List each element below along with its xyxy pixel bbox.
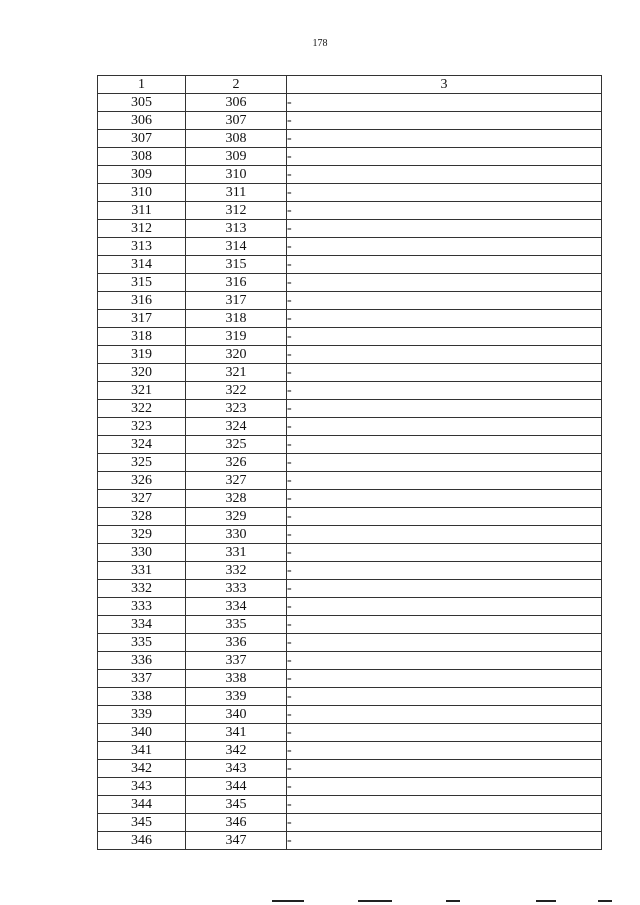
cell-col-1: 306 [98, 112, 186, 130]
column-header-2: 2 [186, 76, 287, 94]
cell-col-3: - [287, 454, 602, 472]
cell-col-2: 332 [186, 562, 287, 580]
cell-col-2: 335 [186, 616, 287, 634]
cell-col-2: 318 [186, 310, 287, 328]
cell-col-2: 314 [186, 238, 287, 256]
cell-col-2: 328 [186, 490, 287, 508]
table-body [98, 94, 602, 850]
table-row [98, 706, 602, 724]
scan-edge-marks [0, 896, 640, 905]
cell-col-3: - [287, 598, 602, 616]
cell-col-1: 329 [98, 526, 186, 544]
cell-col-1: 322 [98, 400, 186, 418]
cell-col-1: 343 [98, 778, 186, 796]
scan-mark [272, 900, 304, 902]
cell-col-3: - [287, 562, 602, 580]
cell-col-2: 316 [186, 274, 287, 292]
cell-col-2: 329 [186, 508, 287, 526]
cell-col-2: 311 [186, 184, 287, 202]
table-row [98, 220, 602, 238]
cell-col-2: 345 [186, 796, 287, 814]
table-row [98, 94, 602, 112]
cell-col-2: 330 [186, 526, 287, 544]
cell-col-3: - [287, 220, 602, 238]
cell-col-3: - [287, 256, 602, 274]
cell-col-3: - [287, 346, 602, 364]
scan-mark [446, 900, 460, 902]
cell-col-3: - [287, 670, 602, 688]
cell-col-1: 337 [98, 670, 186, 688]
column-header-1: 1 [98, 76, 186, 94]
table-row [98, 148, 602, 166]
table-row [98, 238, 602, 256]
cell-col-1: 315 [98, 274, 186, 292]
cell-col-2: 322 [186, 382, 287, 400]
cell-col-1: 327 [98, 490, 186, 508]
cell-col-2: 319 [186, 328, 287, 346]
cell-col-1: 309 [98, 166, 186, 184]
cell-col-1: 341 [98, 742, 186, 760]
cell-col-2: 346 [186, 814, 287, 832]
cell-col-3: - [287, 490, 602, 508]
cell-col-1: 333 [98, 598, 186, 616]
column-header-3: 3 [287, 76, 602, 94]
table-row [98, 184, 602, 202]
cell-col-1: 316 [98, 292, 186, 310]
cell-col-3: - [287, 472, 602, 490]
cell-col-1: 328 [98, 508, 186, 526]
cell-col-3: - [287, 184, 602, 202]
cell-col-3: - [287, 814, 602, 832]
cell-col-3: - [287, 274, 602, 292]
cell-col-2: 327 [186, 472, 287, 490]
table-row [98, 328, 602, 346]
cell-col-1: 336 [98, 652, 186, 670]
scan-mark [536, 900, 556, 902]
table-row [98, 436, 602, 454]
table-row [98, 598, 602, 616]
table-row [98, 688, 602, 706]
cell-col-2: 347 [186, 832, 287, 850]
cell-col-3: - [287, 706, 602, 724]
cell-col-3: - [287, 616, 602, 634]
cell-col-3: - [287, 634, 602, 652]
cell-col-2: 308 [186, 130, 287, 148]
scan-mark [598, 900, 612, 902]
table-row [98, 454, 602, 472]
cell-col-1: 320 [98, 364, 186, 382]
cell-col-1: 332 [98, 580, 186, 598]
table-row [98, 400, 602, 418]
cell-col-1: 325 [98, 454, 186, 472]
table-row [98, 562, 602, 580]
table-row [98, 814, 602, 832]
cell-col-3: - [287, 202, 602, 220]
cell-col-2: 342 [186, 742, 287, 760]
cell-col-3: - [287, 508, 602, 526]
cell-col-3: - [287, 652, 602, 670]
cell-col-1: 330 [98, 544, 186, 562]
table-row [98, 418, 602, 436]
cell-col-1: 307 [98, 130, 186, 148]
cell-col-1: 319 [98, 346, 186, 364]
table-row [98, 202, 602, 220]
cell-col-2: 340 [186, 706, 287, 724]
cell-col-1: 321 [98, 382, 186, 400]
cell-col-1: 344 [98, 796, 186, 814]
cell-col-1: 317 [98, 310, 186, 328]
cell-col-2: 344 [186, 778, 287, 796]
cell-col-2: 343 [186, 760, 287, 778]
table-row [98, 580, 602, 598]
cell-col-2: 309 [186, 148, 287, 166]
cell-col-1: 346 [98, 832, 186, 850]
cell-col-3: - [287, 400, 602, 418]
cell-col-3: - [287, 526, 602, 544]
cell-col-3: - [287, 778, 602, 796]
cell-col-1: 338 [98, 688, 186, 706]
cell-col-1: 318 [98, 328, 186, 346]
table-row [98, 166, 602, 184]
cell-col-3: - [287, 112, 602, 130]
cell-col-1: 345 [98, 814, 186, 832]
table-row [98, 382, 602, 400]
table-row [98, 310, 602, 328]
cell-col-1: 334 [98, 616, 186, 634]
cell-col-3: - [287, 418, 602, 436]
table-row [98, 274, 602, 292]
cell-col-3: - [287, 382, 602, 400]
cell-col-3: - [287, 580, 602, 598]
table-row [98, 364, 602, 382]
table-row [98, 346, 602, 364]
cell-col-1: 324 [98, 436, 186, 454]
cell-col-2: 331 [186, 544, 287, 562]
cell-col-3: - [287, 148, 602, 166]
cell-col-3: - [287, 742, 602, 760]
table-row [98, 292, 602, 310]
table-row [98, 130, 602, 148]
cell-col-1: 342 [98, 760, 186, 778]
cell-col-3: - [287, 310, 602, 328]
cell-col-2: 323 [186, 400, 287, 418]
cell-col-2: 307 [186, 112, 287, 130]
cell-col-2: 341 [186, 724, 287, 742]
cell-col-2: 313 [186, 220, 287, 238]
cell-col-1: 305 [98, 94, 186, 112]
cell-col-1: 326 [98, 472, 186, 490]
table-row [98, 760, 602, 778]
cell-col-1: 310 [98, 184, 186, 202]
table-row [98, 112, 602, 130]
cell-col-1: 323 [98, 418, 186, 436]
cell-col-3: - [287, 238, 602, 256]
table-row [98, 832, 602, 850]
table-row [98, 490, 602, 508]
cell-col-2: 339 [186, 688, 287, 706]
cell-col-1: 308 [98, 148, 186, 166]
cell-col-2: 324 [186, 418, 287, 436]
cell-col-1: 314 [98, 256, 186, 274]
table-row [98, 796, 602, 814]
table-row [98, 634, 602, 652]
cell-col-3: - [287, 436, 602, 454]
table-row [98, 526, 602, 544]
cell-col-1: 331 [98, 562, 186, 580]
cell-col-3: - [287, 832, 602, 850]
table-row [98, 508, 602, 526]
cell-col-3: - [287, 292, 602, 310]
scan-mark [358, 900, 392, 902]
table-row [98, 670, 602, 688]
table-row [98, 724, 602, 742]
page-number: 178 [312, 38, 328, 49]
table-row [98, 472, 602, 490]
cell-col-3: - [287, 544, 602, 562]
table-row [98, 616, 602, 634]
cell-col-1: 311 [98, 202, 186, 220]
cell-col-3: - [287, 796, 602, 814]
table-row [98, 778, 602, 796]
cell-col-1: 312 [98, 220, 186, 238]
cell-col-1: 335 [98, 634, 186, 652]
cell-col-2: 312 [186, 202, 287, 220]
table-row [98, 544, 602, 562]
data-table [97, 75, 602, 850]
cell-col-2: 334 [186, 598, 287, 616]
cell-col-1: 313 [98, 238, 186, 256]
cell-col-1: 339 [98, 706, 186, 724]
cell-col-2: 306 [186, 94, 287, 112]
cell-col-2: 321 [186, 364, 287, 382]
cell-col-2: 315 [186, 256, 287, 274]
cell-col-2: 333 [186, 580, 287, 598]
cell-col-3: - [287, 724, 602, 742]
cell-col-2: 326 [186, 454, 287, 472]
cell-col-3: - [287, 166, 602, 184]
cell-col-2: 325 [186, 436, 287, 454]
table-row [98, 742, 602, 760]
cell-col-2: 338 [186, 670, 287, 688]
cell-col-3: - [287, 364, 602, 382]
table-row [98, 256, 602, 274]
table-row [98, 652, 602, 670]
cell-col-2: 317 [186, 292, 287, 310]
cell-col-3: - [287, 94, 602, 112]
cell-col-3: - [287, 130, 602, 148]
cell-col-3: - [287, 328, 602, 346]
cell-col-2: 337 [186, 652, 287, 670]
cell-col-2: 310 [186, 166, 287, 184]
cell-col-2: 336 [186, 634, 287, 652]
cell-col-1: 340 [98, 724, 186, 742]
cell-col-2: 320 [186, 346, 287, 364]
header-row [98, 76, 602, 94]
cell-col-3: - [287, 688, 602, 706]
cell-col-3: - [287, 760, 602, 778]
